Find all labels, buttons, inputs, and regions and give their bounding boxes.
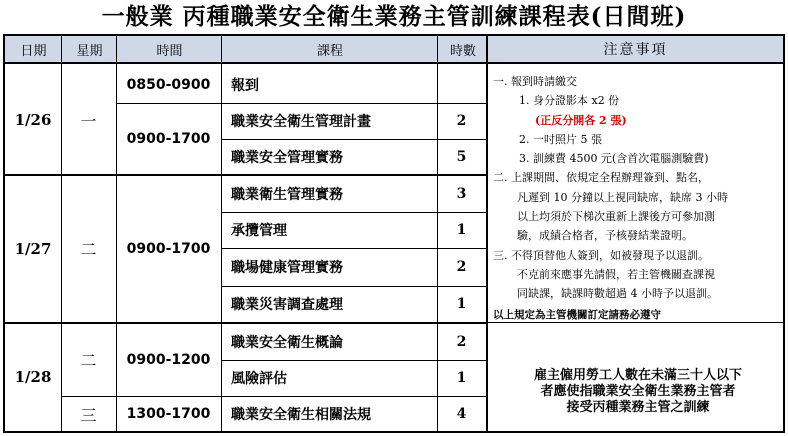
date-day3: 1/28 xyxy=(14,368,52,386)
course-day3-3: 職業安全衛生相關法規 xyxy=(231,407,371,423)
footer-line: 雇主僱用勞工人數在未滿三十人以下 xyxy=(533,368,742,383)
schedule-table xyxy=(3,34,785,433)
course-day1-2: 職業安全衛生管理計畫 xyxy=(231,114,371,130)
notes-panel xyxy=(493,66,783,325)
course-day3-2: 風險評估 xyxy=(231,371,287,387)
hours-day2-4: 1 xyxy=(456,296,467,312)
hours-day1-3: 5 xyxy=(456,148,467,165)
note-line: 同缺課，缺課時數超過 4 小時予以退訓。 xyxy=(517,287,718,301)
note-line: 二. 上課期間、依規定全程辦理簽到、點名， xyxy=(493,171,709,185)
header-course: 課程 xyxy=(222,36,438,64)
note-line: 凡遲到 10 分鐘以上視同缺席，缺席 3 小時 xyxy=(517,190,728,204)
header-weekday: 星期 xyxy=(62,36,117,64)
header-hours: 時數 xyxy=(438,36,488,64)
header-date: 日期 xyxy=(5,36,62,64)
note-line: 驗，成績合格者，予核發結業證明。 xyxy=(517,229,693,243)
note-line: 2. 一吋照片 5 張 xyxy=(519,132,602,146)
course-day1-1: 報到 xyxy=(231,77,259,94)
weekday-day2: 二 xyxy=(80,240,97,259)
weekday-day1: 一 xyxy=(80,111,97,131)
note-line: 一. 報到時請繳交 xyxy=(493,75,577,88)
date-day2: 1/27 xyxy=(14,239,52,258)
footer-line: 接受丙種業務主管之訓練 xyxy=(566,400,710,415)
course-day2-4: 職業災害調查處理 xyxy=(231,297,343,313)
hours-day1-2: 2 xyxy=(456,113,467,129)
rule-note: 以上規定為主管機關訂定請務必遵守 xyxy=(493,308,661,321)
date-day1: 1/26 xyxy=(14,111,52,129)
note-line: 以上均須於下梯次重新上課後方可參加測 xyxy=(517,210,715,224)
weekday-day3-morning: 二 xyxy=(80,351,97,370)
page-title: 一般業 丙種職業安全衛生業務主管訓練課程表(日間班) xyxy=(101,3,687,30)
note-line: 3. 訓練費 4500 元(含首次電腦測驗費) xyxy=(519,152,709,166)
hours-day2-1: 3 xyxy=(456,185,467,202)
course-day1-3: 職業安全管理實務 xyxy=(231,149,343,166)
note-line: 不克前來應事先請假，若主管機關查課視 xyxy=(517,267,715,281)
note-line: 三. 不得頂替他人簽到，如被發現予以退訓。 xyxy=(493,248,709,262)
note-line: 1. 身分證影本 x2 份 xyxy=(519,94,620,108)
footer-note xyxy=(493,368,783,416)
hours-day3-2: 1 xyxy=(456,370,467,386)
time-day3-afternoon: 1300-1700 xyxy=(126,406,211,422)
footer-line: 者應使指職業安全衛生業務主管者 xyxy=(540,384,736,399)
header-notes: 注意事項 xyxy=(488,36,783,64)
weekday-day3-afternoon: 三 xyxy=(80,405,97,425)
hours-day2-3: 2 xyxy=(456,259,467,275)
time-day3-morning: 0900-1200 xyxy=(126,351,211,368)
time-day2: 0900-1700 xyxy=(126,240,211,257)
hours-day3-1: 2 xyxy=(456,333,467,350)
hours-day3-3: 4 xyxy=(456,406,467,422)
header-time: 時間 xyxy=(117,36,222,64)
hours-day1-1 xyxy=(437,66,486,103)
course-day2-1: 職業衛生管理實務 xyxy=(231,186,343,203)
course-day2-2: 承攬管理 xyxy=(231,223,287,239)
time-day1-main: 0900-1700 xyxy=(126,130,211,147)
course-day3-1: 職業安全衛生概論 xyxy=(231,334,343,351)
note-line-highlight: (正反分開各 2 張) xyxy=(535,113,627,127)
course-day2-3: 職場健康管理實務 xyxy=(231,260,343,276)
hours-day2-2: 1 xyxy=(456,222,467,238)
col-divider xyxy=(486,36,488,431)
time-day1-checkin: 0850-0900 xyxy=(126,76,211,93)
